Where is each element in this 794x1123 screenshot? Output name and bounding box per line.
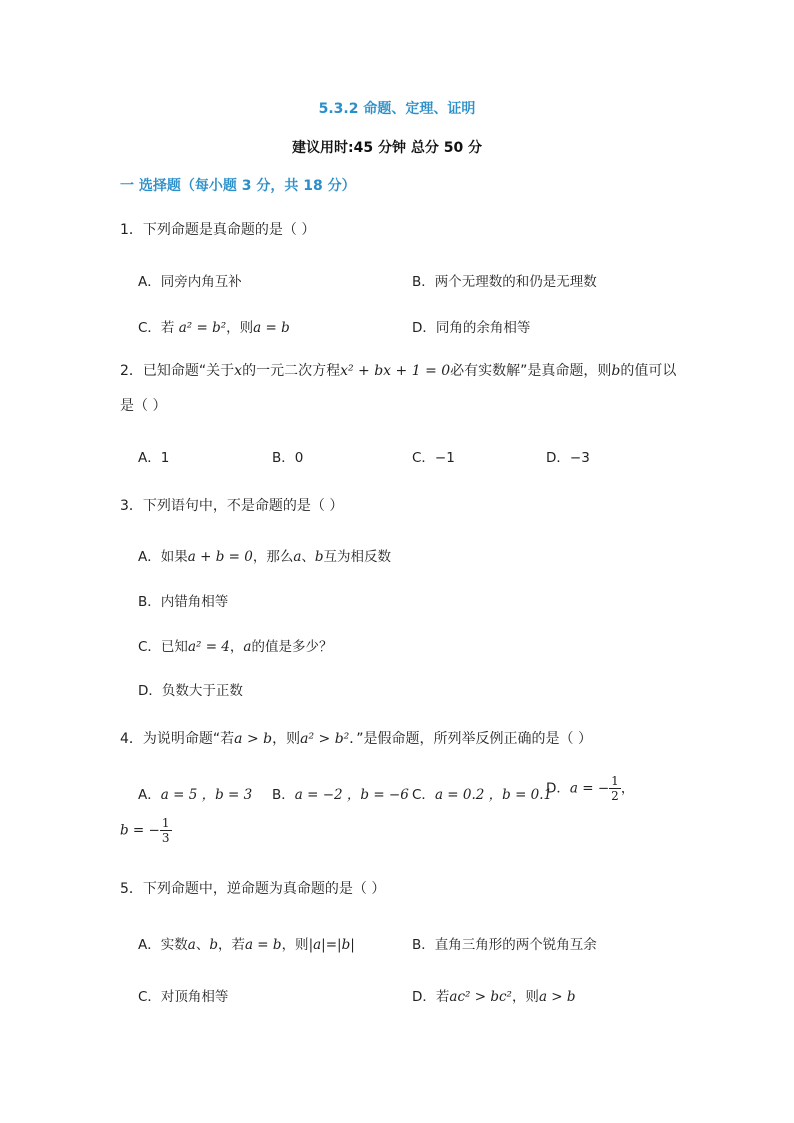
question-2-option-a: A．1 bbox=[138, 450, 170, 466]
question-2-option-c: C．−1 bbox=[412, 450, 455, 466]
page-title: 5.3.2 命题、定理、证明 bbox=[318, 101, 476, 117]
question-5-option-a: A．实数a、b，若a = b，则|a|=|b| bbox=[138, 937, 355, 953]
question-3-option-d: D．负数大于正数 bbox=[138, 683, 243, 699]
question-2-stem-line1: 2．已知命题“关于x的一元二次方程x² + bx + 1 = 0必有实数解”是真命题，则b的值可以 bbox=[120, 363, 677, 379]
question-3-stem: 3．下列语句中，不是命题的是（ ） bbox=[120, 498, 344, 514]
question-2-option-b: B．0 bbox=[272, 450, 304, 466]
question-2-option-d: D．−3 bbox=[546, 450, 590, 466]
question-3-option-b: B．内错角相等 bbox=[138, 594, 229, 610]
question-1-option-c: C．若 a² = b²，则a = b bbox=[138, 320, 290, 336]
question-4-option-b: B．a = −2 ，b = −6 bbox=[272, 787, 409, 803]
question-4-option-d-line2: b = − $\frac{1}{3}$ bbox=[120, 816, 170, 845]
question-1-stem: 1．下列命题是真命题的是（ ） bbox=[120, 222, 316, 238]
question-4-option-c: C．a = 0.2 ，b = 0.1 bbox=[412, 787, 553, 803]
question-5-stem: 5．下列命题中，逆命题为真命题的是（ ） bbox=[120, 881, 386, 897]
subtitle: 建议用时:45 分钟 总分 50 分 bbox=[292, 140, 483, 156]
question-5-option-d: D．若ac² > bc²，则a > b bbox=[412, 989, 576, 1005]
question-4-option-d-line1: D．a = − $\frac{1}{2}$ ， bbox=[546, 774, 635, 803]
question-5-option-c: C．对顶角相等 bbox=[138, 989, 229, 1005]
question-1-option-a: A．同旁内角互补 bbox=[138, 274, 242, 290]
fraction-one-half: $\frac{1}{2}$ bbox=[611, 774, 619, 803]
section-heading: 一 选择题（每小题 3 分，共 18 分） bbox=[120, 178, 356, 194]
question-4-option-a: A．a = 5 ，b = 3 bbox=[138, 787, 253, 803]
question-4-stem: 4．为说明命题“若a > b，则a² > b²．”是假命题，所列举反例正确的是（ ） bbox=[120, 731, 592, 747]
question-3-option-c: C．已知a² = 4，a的值是多少？ bbox=[138, 639, 333, 655]
question-5-option-b: B．直角三角形的两个锐角互余 bbox=[412, 937, 597, 953]
fraction-one-third: $\frac{1}{3}$ bbox=[161, 816, 170, 845]
question-1-option-b: B．两个无理数的和仍是无理数 bbox=[412, 274, 597, 290]
question-2-stem-line2: 是（ ） bbox=[120, 398, 167, 414]
question-1-option-d: D．同角的余角相等 bbox=[412, 320, 531, 336]
question-3-option-a: A．如果a + b = 0，那么a、b互为相反数 bbox=[138, 549, 392, 565]
